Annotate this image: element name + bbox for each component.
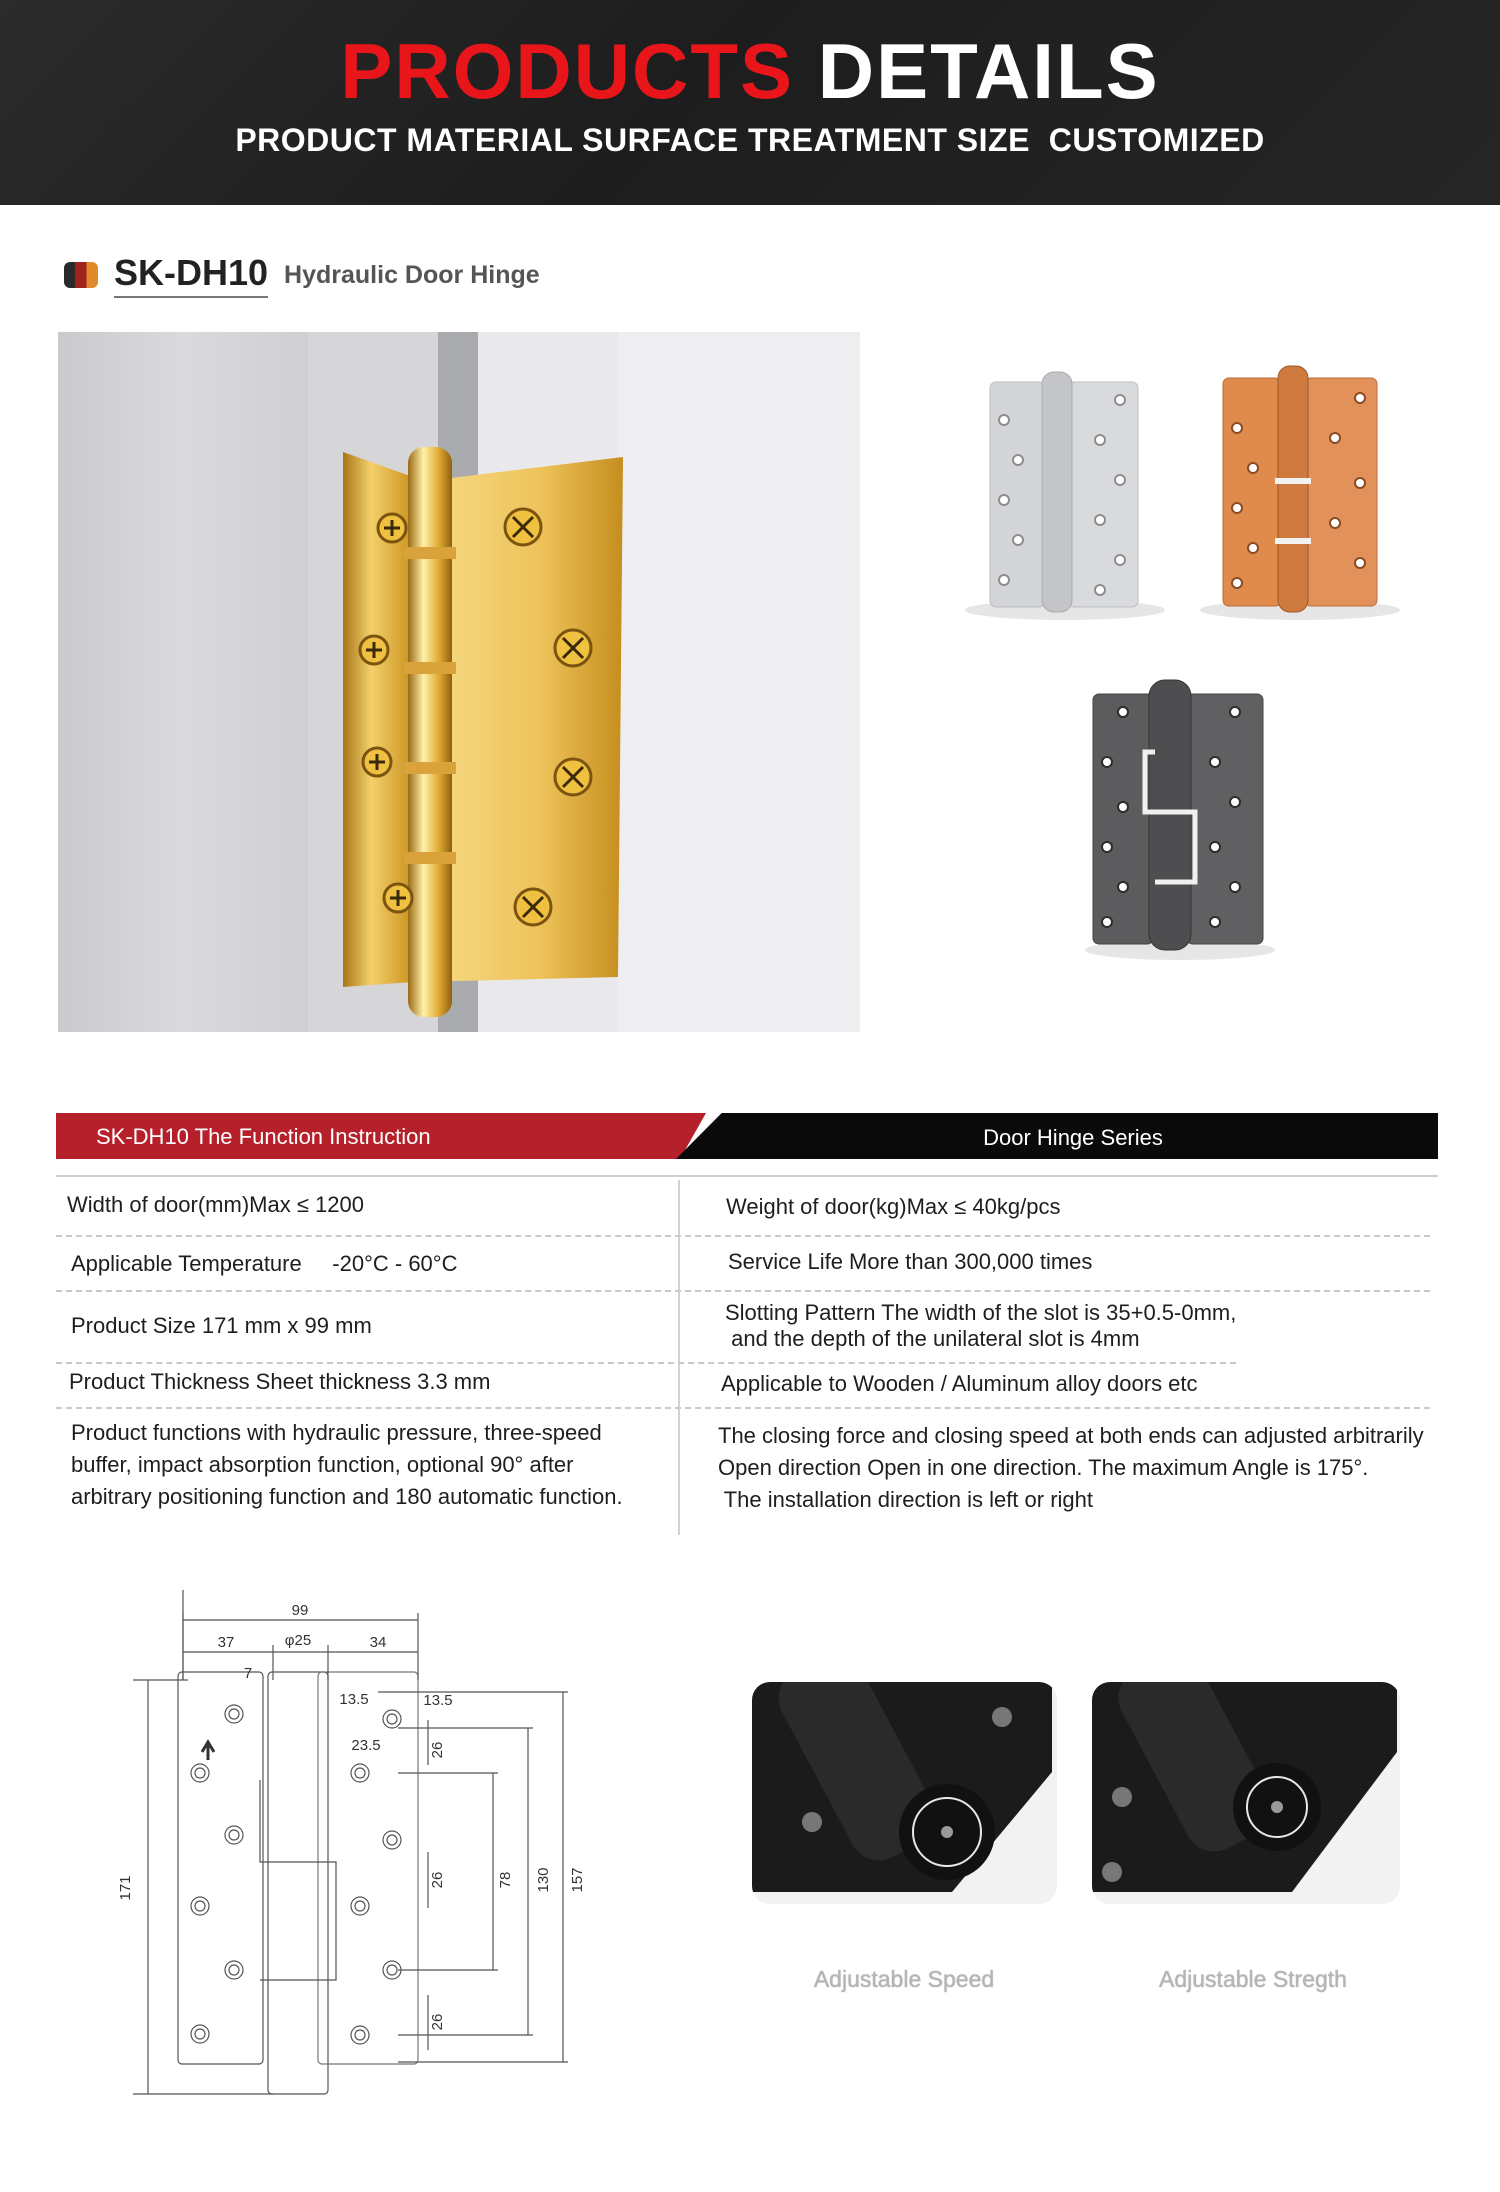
spec-thickness: Product Thickness Sheet thickness 3.3 mm (69, 1369, 491, 1394)
spec-functions: Product functions with hydraulic pressure, three-speed buffer, impact absorption function, optional 90° after arbitrary positioning function and 180 automatic function. (71, 1420, 623, 1509)
hinge-photo (58, 332, 860, 1032)
model-heading (64, 252, 540, 298)
hinge-variant-copper (1195, 358, 1405, 625)
row-divider (56, 1362, 1236, 1364)
color-swatch-icon (64, 262, 98, 288)
dim-offset: 7 (243, 1665, 253, 1682)
detail-speed-image (752, 1682, 1057, 1904)
caption-adjustable-speed: Adjustable Speed (813, 1966, 995, 1992)
spec-size: Product Size 171 mm x 99 mm (71, 1313, 372, 1338)
dimension-diagram (108, 1590, 608, 2105)
page-subtitle: PRODUCT MATERIAL SURFACE TREATMENT SIZE CUSTOMIZED (235, 122, 1265, 158)
spec-closing: The closing force and closing speed at both ends can adjusted arbitrarily Open direction Open in one direction. The maximum Angle is 175°. The installation direction is left or right (718, 1423, 1424, 1512)
spec-slotting: Slotting Pattern The width of the slot is 35+0.5-0mm, and the depth of the unilateral slot is 4mm (725, 1300, 1237, 1351)
dim-pitch-mid: 26 (429, 1871, 446, 1889)
dim-span-130: 130 (535, 1867, 552, 1893)
hinge-variant-silver (960, 360, 1170, 625)
spec-service-life: Service Life More than 300,000 times (728, 1249, 1093, 1274)
row-divider (56, 1407, 1430, 1409)
function-instruction-label: SK-DH10 The Function Instruction (96, 1124, 431, 1149)
caption-adjustable-strength: Adjustable Stregth (1159, 1966, 1347, 1992)
spec-temperature: Applicable Temperature -20°C - 60°C (71, 1251, 458, 1276)
header-banner (0, 0, 1500, 205)
detail-strength-image (1092, 1682, 1400, 1904)
row-divider (56, 1235, 1430, 1237)
dim-pitch-top: 26 (429, 1741, 446, 1759)
series-label: Door Hinge Series (983, 1125, 1163, 1150)
title-red: PRODUCTS (340, 27, 795, 115)
spec-doors: Applicable to Wooden / Aluminum alloy doors etc (721, 1371, 1198, 1396)
dim-span-157: 157 (569, 1867, 586, 1893)
dim-right-leaf: 34 (369, 1634, 387, 1651)
dim-left-leaf: 37 (217, 1634, 235, 1651)
page-title (0, 26, 1500, 117)
model-name: Hydraulic Door Hinge (284, 260, 540, 289)
divider (56, 1175, 1438, 1177)
row-divider (56, 1290, 1430, 1292)
dim-hole-c: 23.5 (351, 1737, 381, 1754)
title-white: DETAILS (817, 27, 1160, 115)
dim-barrel: φ25 (284, 1632, 312, 1649)
dim-total-width: 99 (291, 1602, 309, 1619)
spec-door-width: Width of door(mm)Max ≤ 1200 (67, 1192, 364, 1217)
dim-span-78: 78 (497, 1871, 514, 1889)
column-divider (678, 1180, 680, 1535)
hinge-variant-gray (1075, 672, 1285, 967)
gold-hinge-illustration (58, 332, 860, 1032)
spec-door-weight: Weight of door(kg)Max ≤ 40kg/pcs (726, 1194, 1061, 1219)
dim-hole-a: 13.5 (339, 1691, 369, 1708)
model-code: SK-DH10 (114, 252, 268, 298)
dim-hole-b: 13.5 (423, 1692, 453, 1709)
dim-height: 171 (117, 1875, 134, 1901)
dim-pitch-bottom: 26 (429, 2013, 446, 2031)
